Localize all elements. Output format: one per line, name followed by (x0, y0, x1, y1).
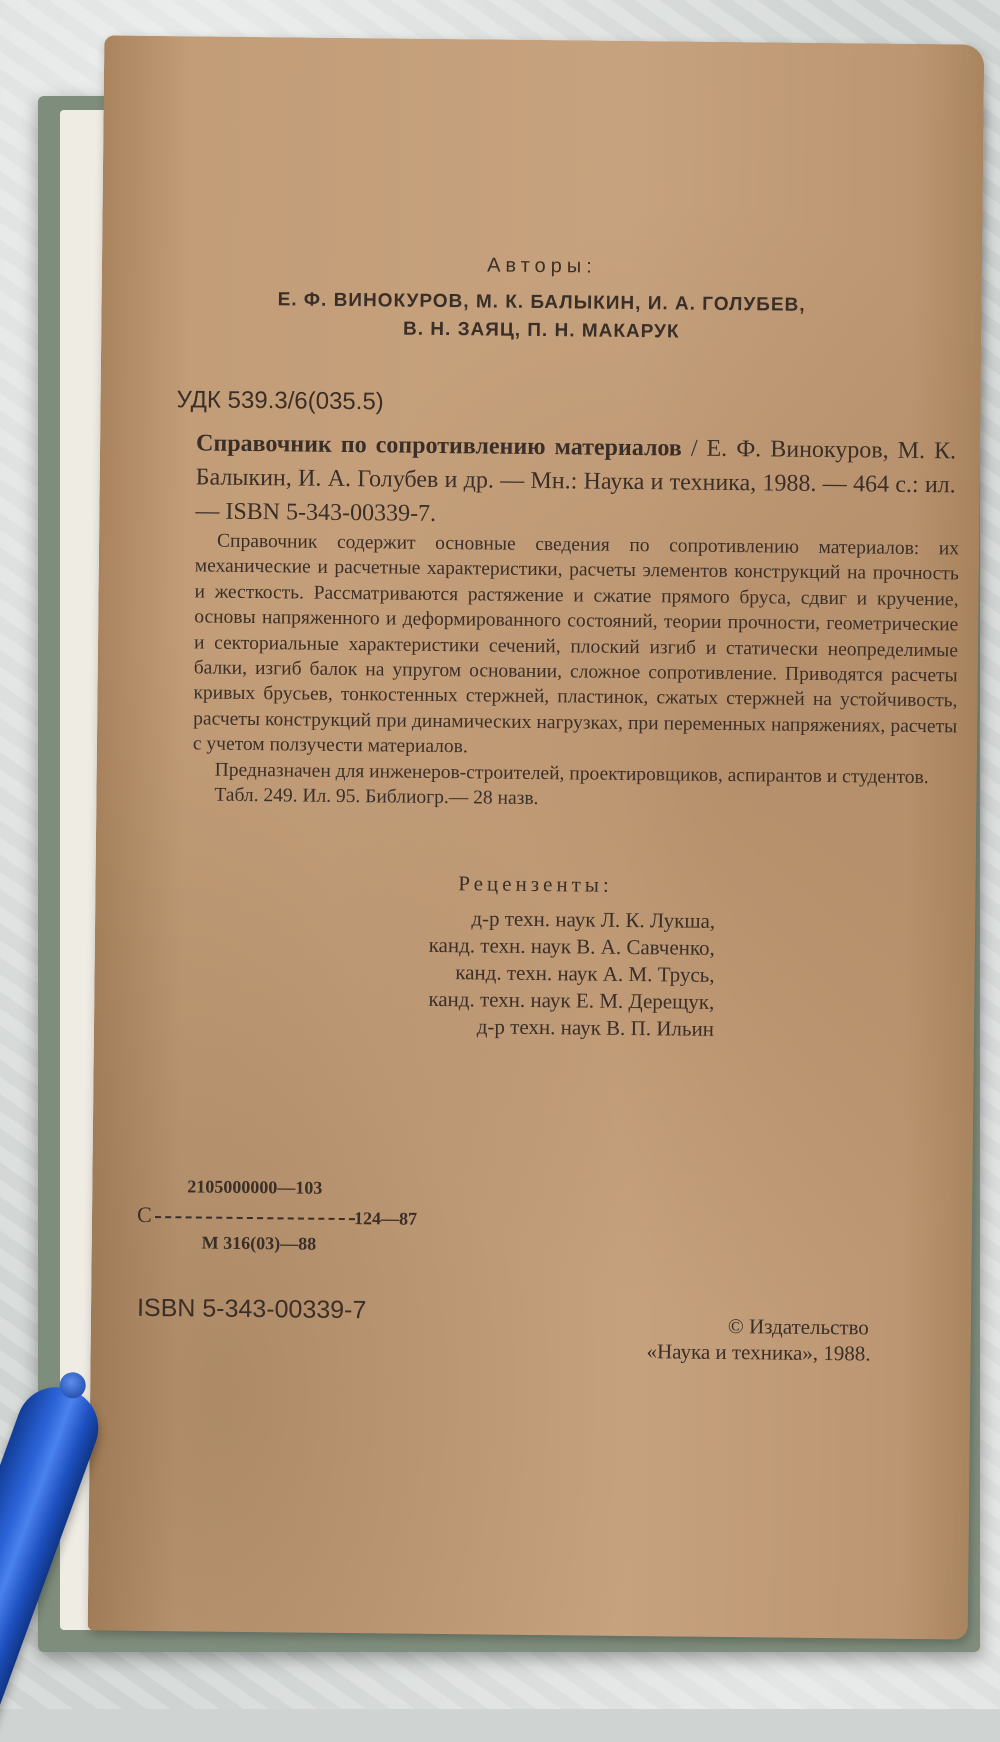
reviewer-item: канд. техн. наук А. М. Трусь, (455, 960, 715, 987)
isbn-number: ISBN 5-343-00339-7 (136, 1293, 367, 1325)
catalog-code-side: 124—87 (353, 1208, 418, 1229)
reviewers-list (294, 903, 715, 1042)
reviewer-item: д-р техн. наук Л. К. Лукша, (471, 906, 716, 933)
abstract-paragraph-1: Справочник содержит основные сведения по сопротивлению материалов: их механические и расчетные характеристики, расчеты элементов конструкций на прочность и жесткость. Рассматриваются растяжение и сжатие прямого бруса, сдвиг и кручение, основы напряженного и деформированного состояний, теории прочности, геометрические и секториальные характеристики сечений, плоский изгиб и статически неопределимые балки, изгиб балок на упругом основании, сложное сопротивление. Приводятся расчеты кривых брусьев, тонкостенных стержней, пластинок, сжатых стержней на устойчивость, расчеты конструкций при динамических нагрузках, при переменных напряжениях, расчеты с учетом ползучести материалов. (192, 530, 960, 758)
publisher-name: «Наука и техника», 1988. (646, 1339, 871, 1366)
catalog-code-letter: С (136, 1201, 152, 1227)
authors-line-1: Е. Ф. ВИНОКУРОВ, М. К. БАЛЫКИН, И. А. ГОЛУБЕВ, (277, 289, 806, 316)
reviewer-item: канд. техн. наук В. А. Савченко, (428, 932, 715, 960)
catalog-code-bottom: М 316(03)—88 (201, 1232, 317, 1254)
abstract (192, 528, 959, 815)
abstract-paragraph-3: Табл. 249. Ил. 95. Библиогр.— 28 назв. (214, 784, 539, 810)
bibliographic-details: / Е. Ф. Винокуров, М. К. Балыкин, И. А. Голубев и др. — Мн.: Наука и техника, 1988. — 464 с.: ил. — ISBN 5-343-00339-7. (195, 435, 957, 527)
title-verso-page (88, 35, 985, 1639)
abstract-paragraph-2: Предназначен для инженеров-строителей, проектировщиков, аспирантов и студентов. (214, 759, 929, 788)
publisher-copyright: © Издательство (727, 1314, 870, 1340)
catalog-code-divider (155, 1216, 355, 1220)
udk-code: УДК 539.3/6(035.5) (176, 386, 384, 416)
authors-heading: Авторы: (487, 254, 597, 278)
bibliographic-entry (195, 426, 956, 536)
reviewer-item: канд. техн. наук Е. М. Дерещук, (428, 986, 715, 1014)
book-title: Справочник по сопротивлению материалов (195, 430, 682, 462)
authors-line-2: В. Н. ЗАЯЦ, П. Н. МАКАРУК (402, 318, 680, 343)
catalog-code-top: 2105000000—103 (187, 1176, 323, 1198)
reviewers-heading: Рецензенты: (458, 871, 613, 897)
reviewer-item: д-р техн. наук В. П. Ильин (476, 1014, 715, 1041)
